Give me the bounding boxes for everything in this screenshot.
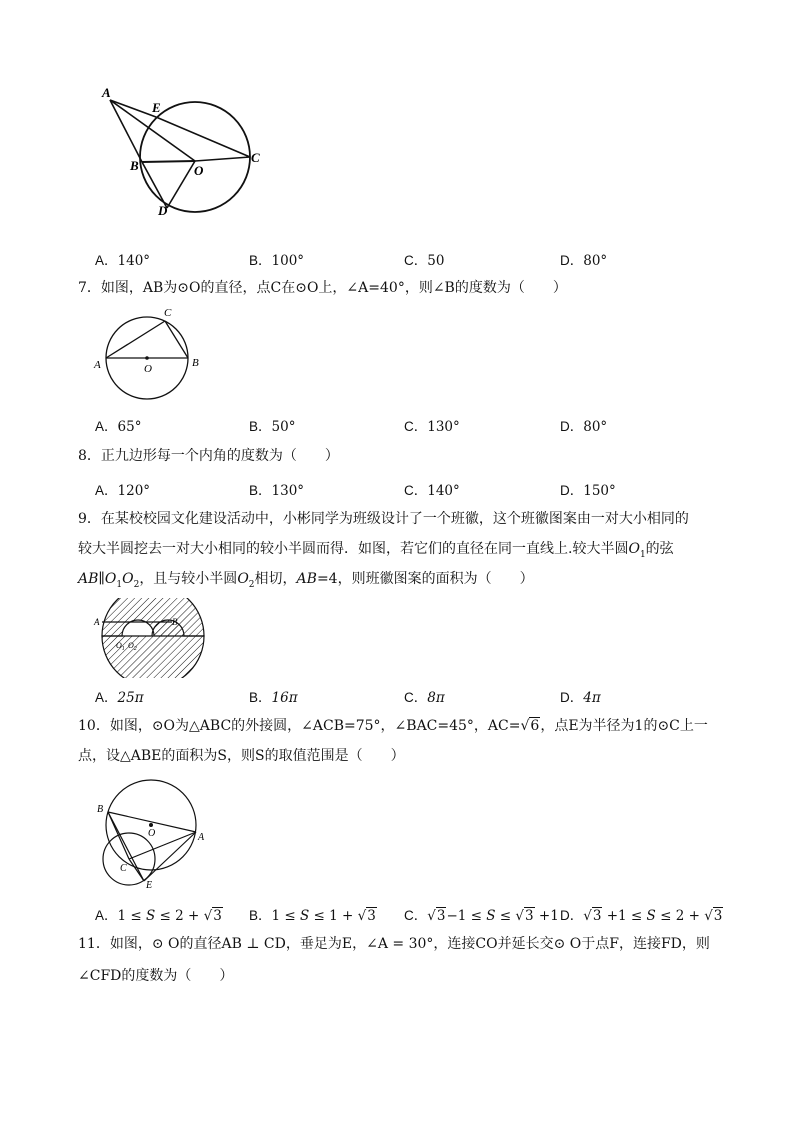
q6-label-C: C (251, 150, 260, 165)
q7-chord-CB (165, 321, 188, 358)
q7-text: 7．如图，AB为⊙O的直径，点C在⊙O上，∠A=40°，则∠B的度数为（ ） (78, 280, 567, 296)
q6-label-A: A (102, 85, 111, 100)
q6-line-BO (142, 161, 195, 162)
q9-option-b: B．16π (249, 690, 298, 706)
q10-option-d: D．√3 +1 ≤ S ≤ 2 + √3 (560, 908, 723, 924)
q8-text: 8．正九边形每一个内角的度数为（ ） (78, 448, 339, 464)
q10-line-AC (129, 832, 196, 859)
q9-label-A: A (94, 617, 100, 627)
q7-chord-AC (106, 321, 165, 358)
q7-option-b: B．50° (249, 419, 296, 435)
q10-line-1: 10．如图，⊙O为△ABC的外接圆，∠ACB=75°，∠BAC=45°，AC=√6，点E为半径为1的⊙C上一 (78, 718, 708, 734)
q10-option-b: B．1 ≤ S ≤ 1 + √3 (249, 908, 376, 924)
q10-label-O: O (148, 828, 156, 839)
q8-option-b: B．130° (249, 483, 305, 499)
q10-line-CE (129, 859, 144, 881)
q6-option-b: B．100° (249, 253, 305, 269)
q6-circle (140, 102, 250, 212)
q6-option-c: C．50 (404, 253, 445, 269)
q10-label-C: C (120, 863, 127, 874)
q10-line-AE (144, 832, 196, 881)
q6-label-D: D (158, 203, 168, 218)
q10-line-2: 点，设△ABE的面积为S，则S的取值范围是（ ） (78, 748, 405, 764)
figure-q7 (92, 303, 204, 403)
figure-q9 (92, 598, 214, 678)
q10-label-E: E (146, 880, 153, 891)
q9-line-2: 较大半圆挖去一对大小相同的较小半圆而得．如图，若它们的直径在同一直线上.较大半圆$O_1$的弦 (78, 541, 674, 560)
q10-option-a: A．1 ≤ S ≤ 2 + √3 (95, 908, 222, 924)
q11-line-2: ∠CFD的度数为（ ） (78, 968, 234, 984)
figure-q10 (92, 778, 217, 894)
q10-option-c: C．√3−1 ≤ S ≤ √3 +1 (404, 908, 559, 924)
q10-center-dot (149, 823, 153, 827)
q9-label-B: B (172, 617, 178, 627)
q9-label-O1: $O_1$ (116, 641, 125, 652)
q9-line-3: $AB\parallel O_1O_2$，且与较小半圆$O_2$相切，AB=4，则班徽图案的面积为（ ） (78, 571, 534, 590)
q8-option-d: D．150° (560, 483, 616, 499)
q7-label-A: A (94, 359, 101, 371)
q10-label-B: B (97, 804, 104, 815)
q8-option-a: A．120° (95, 483, 151, 499)
q7-option-c: C．130° (404, 419, 460, 435)
q6-label-O: O (194, 163, 204, 178)
q6-label-B: B (130, 158, 139, 173)
q6-option-d: D．80° (560, 253, 608, 269)
q7-option-d: D．80° (560, 419, 608, 435)
q7-option-a: A．65° (95, 419, 142, 435)
q6-option-a: A．140° (95, 253, 151, 269)
figure-q6 (98, 84, 278, 220)
q7-label-C: C (164, 307, 172, 319)
q6-label-E: E (152, 100, 161, 115)
q9-option-a: A．25π (95, 690, 144, 706)
q8-option-c: C．140° (404, 483, 460, 499)
q9-option-c: C．8π (404, 690, 445, 706)
q6-line-EC (156, 117, 250, 157)
q9-label-O2: $O_2$ (128, 641, 137, 652)
q7-center-dot (145, 356, 149, 360)
q9-line-1: 9．在某校校园文化建设活动中，小彬同学为班级设计了一个班徽，这个班徽图案由一对大小相同的 (78, 511, 689, 527)
q10-label-A: A (198, 832, 205, 843)
q6-line-OD (167, 161, 195, 208)
q6-line-BD (142, 162, 167, 208)
q6-line-OC (195, 157, 250, 161)
q7-label-O: O (144, 363, 152, 375)
q7-label-B: B (192, 357, 199, 369)
q11-line-1: 11．如图，⊙ O的直径AB ⊥ CD，垂足为E，∠A = 30°，连接CO并延长交⊙ O于点F，连接FD，则 (78, 936, 710, 952)
q9-option-d: D．4π (560, 690, 601, 706)
